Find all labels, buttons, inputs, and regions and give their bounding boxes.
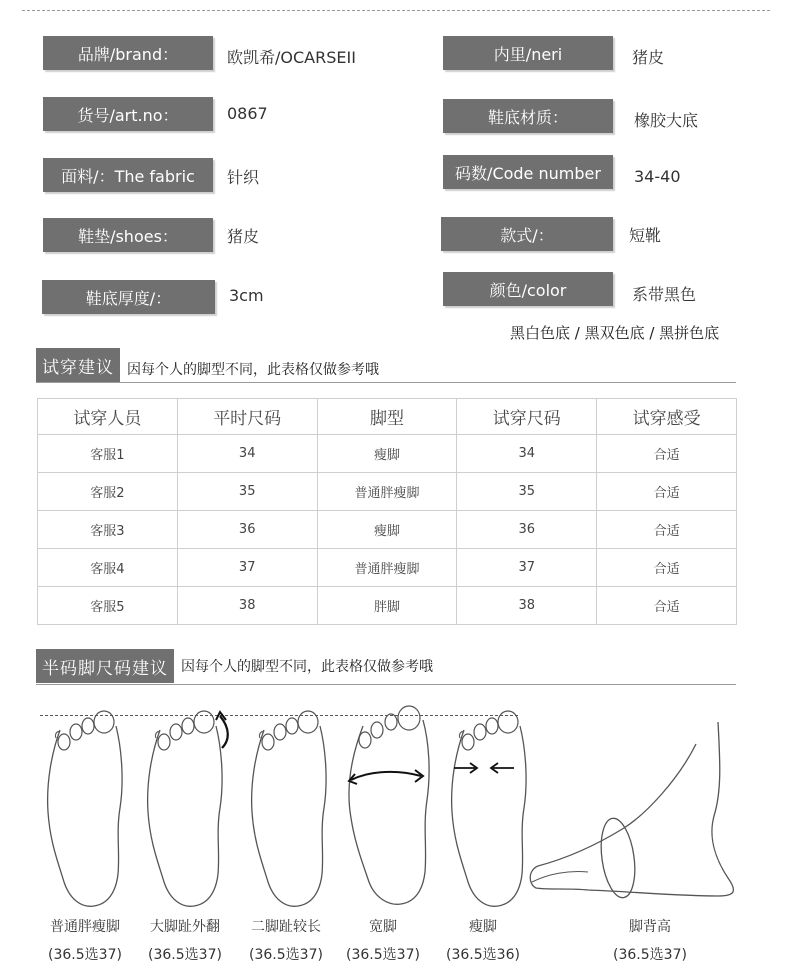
foot-size: (36.5选37) — [148, 947, 222, 963]
table-header-cell: 试穿人员 — [38, 399, 178, 435]
table-header-cell: 试穿感受 — [597, 399, 737, 435]
spec-label-color: 颜色/color — [443, 272, 613, 306]
table-cell: 瘦脚 — [317, 511, 457, 549]
table-cell: 客服4 — [38, 549, 178, 587]
table-header-cell: 脚型 — [317, 399, 457, 435]
table-cell: 客服2 — [38, 473, 178, 511]
half-size-section-note: 因每个人的脚型不同，此表格仅做参考哦 — [181, 659, 433, 675]
table-cell: 合适 — [597, 473, 737, 511]
spec-value-style: 短靴 — [629, 226, 662, 245]
table-cell: 瘦脚 — [317, 435, 457, 473]
spec-label-art-no: 货号/art.no： — [43, 97, 213, 131]
table-header-cell: 试穿尺码 — [457, 399, 597, 435]
try-section-note: 因每个人的脚型不同，此表格仅做参考哦 — [127, 362, 379, 378]
table-cell: 合适 — [597, 435, 737, 473]
table-cell: 胖脚 — [317, 587, 457, 625]
foot-size: (36.5选37) — [346, 947, 420, 963]
spec-label-brand: 品牌/brand： — [43, 36, 213, 70]
try-section-title: 试穿建议 — [36, 348, 120, 382]
table-cell: 37 — [177, 549, 317, 587]
wide-foot-icon — [349, 706, 429, 904]
table-cell: 客服1 — [38, 435, 178, 473]
table-header-cell: 平时尺码 — [177, 399, 317, 435]
foot-size: (36.5选37) — [249, 947, 323, 963]
table-cell: 37 — [457, 549, 597, 587]
foot-name: 宽脚 — [369, 919, 397, 935]
foot-name: 普通胖瘦脚 — [50, 919, 120, 935]
table-cell: 普通胖瘦脚 — [317, 473, 457, 511]
spec-value-lining: 猪皮 — [632, 48, 665, 67]
table-cell: 普通胖瘦脚 — [317, 549, 457, 587]
spec-value-sole-thickness: 3cm — [229, 286, 264, 305]
foot-name: 脚背高 — [629, 919, 671, 935]
foot-name: 瘦脚 — [469, 919, 497, 935]
high-instep-foot-icon — [530, 722, 733, 900]
foot-name: 大脚趾外翻 — [150, 919, 220, 935]
spec-value-art-no: 0867 — [227, 104, 268, 123]
spec-value-code-number: 34-40 — [634, 167, 681, 186]
half-size-section-title: 半码脚尺码建议 — [36, 649, 174, 683]
table-cell: 34 — [177, 435, 317, 473]
foot-size: (36.5选37) — [48, 947, 122, 963]
table-cell: 合适 — [597, 511, 737, 549]
spec-label-lining: 内里/neri — [443, 36, 613, 70]
table-cell: 38 — [457, 587, 597, 625]
table-cell: 35 — [177, 473, 317, 511]
spec-value-insole: 猪皮 — [227, 227, 260, 246]
color-options: 黑白色底 / 黑双色底 / 黑拼色底 — [510, 324, 720, 342]
spec-label-insole: 鞋垫/shoes： — [43, 218, 213, 252]
table-cell: 38 — [177, 587, 317, 625]
table-cell: 合适 — [597, 587, 737, 625]
spec-value-brand: 欧凯希/OCARSEII — [227, 48, 356, 67]
foot-name: 二脚趾较长 — [251, 919, 321, 935]
foot-size: (36.5选37) — [613, 947, 687, 963]
table-cell: 36 — [457, 511, 597, 549]
normal-foot-icon — [48, 711, 122, 906]
table-cell: 36 — [177, 511, 317, 549]
spec-label-sole-thickness: 鞋底厚度/： — [42, 280, 215, 314]
spec-label-code-number: 码数/Code number — [443, 155, 613, 189]
spec-label-sole-material: 鞋底材质： — [443, 99, 613, 133]
spec-label-fabric: 面料/：The fabric — [43, 158, 213, 192]
table-cell: 客服3 — [38, 511, 178, 549]
spec-value-fabric: 针织 — [227, 168, 260, 187]
narrow-foot-icon — [452, 711, 526, 906]
table-cell: 35 — [457, 473, 597, 511]
spec-value-sole-material: 橡胶大底 — [634, 111, 699, 130]
spec-value-color: 系带黑色 — [632, 285, 697, 304]
table-cell: 34 — [457, 435, 597, 473]
bunion-foot-icon — [148, 711, 228, 906]
long-second-toe-foot-icon — [252, 711, 326, 906]
table-cell: 合适 — [597, 549, 737, 587]
table-cell: 客服5 — [38, 587, 178, 625]
foot-size: (36.5选36) — [446, 947, 520, 963]
spec-label-style: 款式/： — [441, 217, 613, 251]
